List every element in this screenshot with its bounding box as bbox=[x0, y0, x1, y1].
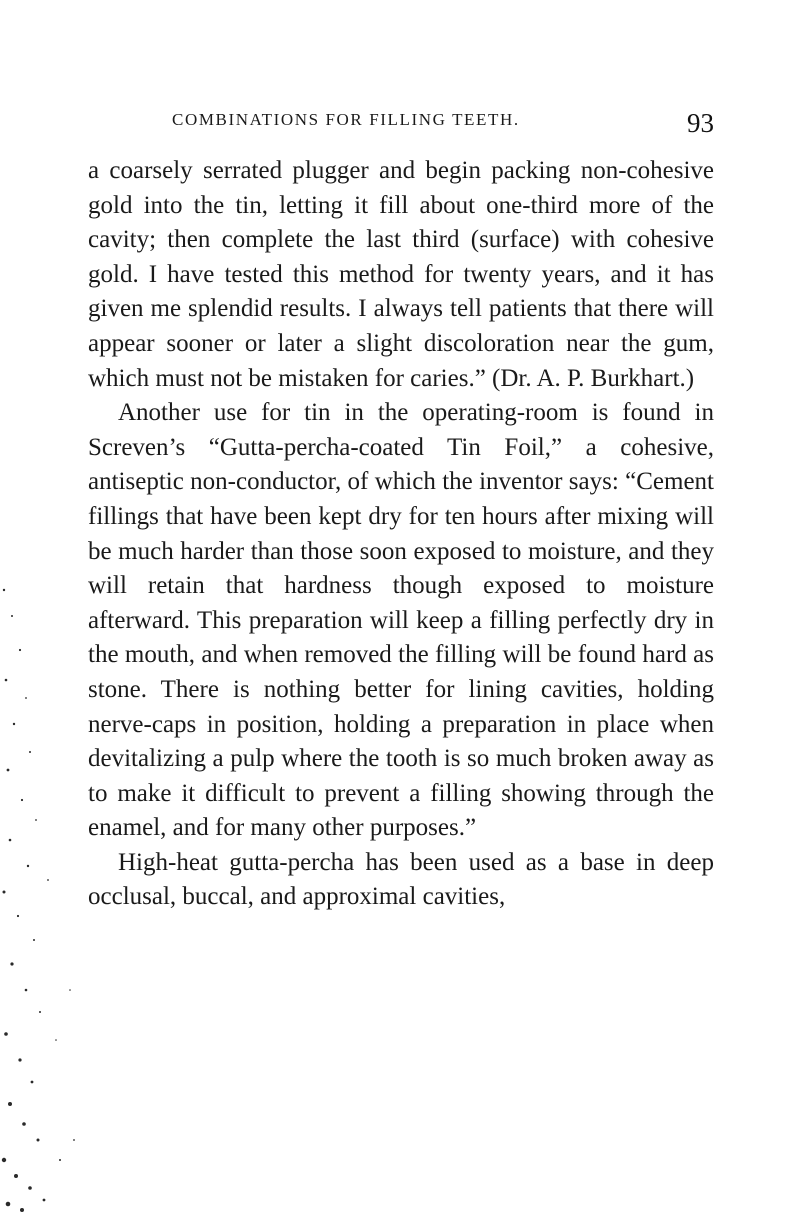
scan-edge-noise bbox=[0, 520, 90, 1218]
running-head-title: COMBINATIONS FOR FILLING TEETH. bbox=[172, 110, 520, 129]
body-text bbox=[88, 154, 714, 915]
page-number: 93 bbox=[687, 108, 714, 138]
paragraph-screven-foil: Another use for tin in the operating-room is found in Screven’s “Gutta-percha-coated Tin Foil,” a cohesive, antiseptic non-conductor, of which the inventor says: “Cement fillings that have been kept dry for ten hours after mixing will be much harder than those soon exposed to moisture, and they will retain that hardness though exposed to moisture afterward. This preparation will keep a filling perfectly dry in the mouth, and when removed the filling will be found hard as stone. There is nothing better for lining cavities, holding nerve-caps in position, holding a preparation in place when devitalizing a pulp where the tooth is so much broken away as to make it difficult to prevent a filling showing through the enamel, and for many other purposes.” bbox=[88, 399, 714, 842]
paragraph-high-heat-gutta-percha: High-heat gutta-percha has been used as a base in deep occlusal, buccal, and approximal cavities, bbox=[88, 848, 714, 911]
paragraph-continued: a coarsely serrated plugger and begin packing non-cohesive gold into the tin, letting it fill about one-third more of the cavity; then complete the last third (surface) with cohesive gold. I have tested this method for twenty years, and it has given me splendid results. I always tell patients that there will appear sooner or later a slight discoloration near the gum, which must not be mistaken for caries.” (Dr. A. P. Burkhart.) bbox=[88, 157, 714, 392]
